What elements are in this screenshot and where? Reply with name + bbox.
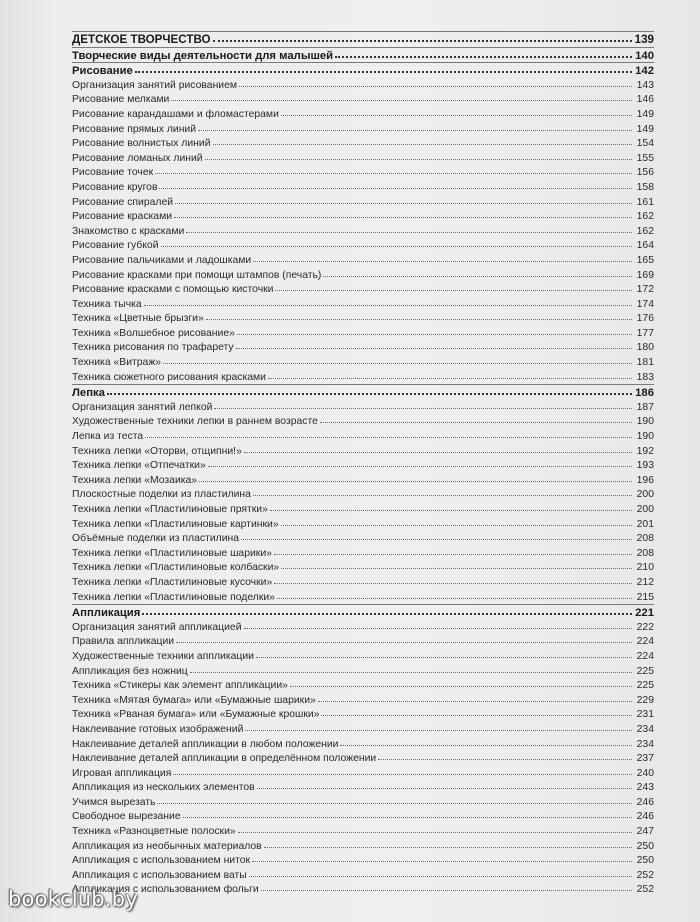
toc-page-number: 208 [636,547,654,559]
toc-entry [72,92,654,107]
dot-leader [264,838,632,848]
toc-page-number: 200 [636,504,654,515]
toc-entry [72,824,654,839]
dot-leader [238,823,632,833]
toc-page-number: 180 [636,342,654,354]
toc-page-number: 200 [636,489,654,501]
dot-leader [174,208,632,218]
toc-page-number: 181 [636,357,654,369]
toc-entry [72,664,654,679]
toc-entry-title: Аппликация без ножниц [72,665,188,677]
toc-page-number: 234 [636,738,654,750]
toc-entry [72,209,654,224]
toc-page-number: 154 [636,138,654,150]
dot-leader [257,779,632,789]
toc-entry-title: Рисование мелками [72,94,170,106]
toc-page-number: 246 [636,796,654,808]
dot-leader [213,31,632,42]
toc-entry-title: Объёмные поделки из пластилина [72,533,240,545]
dot-leader [253,252,632,262]
dot-leader [239,77,632,87]
toc-page-number: 149 [636,108,654,120]
toc-entry-title: Творческие виды деятельности для малышей [72,49,334,62]
toc-entry-title: Аппликация с использованием ваты [72,869,247,881]
toc-entry-title: Техника лепки «Пластилиновые картинки» [72,518,279,530]
toc-page-number: 234 [636,723,654,735]
dot-leader [236,339,632,349]
toc-entry [72,517,654,532]
toc-page-number: 165 [636,254,654,266]
toc-entry [72,693,654,708]
toc-page-number: 139 [634,33,654,46]
toc-page-number: 193 [636,460,654,472]
toc-page-number: 201 [636,518,654,530]
toc-page-number: 212 [636,576,654,588]
toc-section-heading [72,47,654,63]
dot-leader [274,574,632,584]
toc-entry-title: Техника лепки «Мозаика» [72,474,198,486]
toc-entry [72,882,654,897]
toc-entry-title: Техника лепки «Пластилиновые поделки» [72,591,275,603]
toc-page-number: 158 [636,181,654,193]
toc-page-number: 177 [636,327,654,339]
toc-entry-title: Художественные техники аппликации [72,650,254,662]
toc-page-number: 164 [636,240,654,252]
toc-entry-title: Рисование кругов [72,181,158,193]
toc-entry [72,707,654,722]
dot-leader [252,852,632,862]
toc-entry [72,560,654,575]
toc-entry [72,780,654,795]
table-of-contents [72,31,654,897]
toc-entry [72,868,654,883]
toc-page-number: 225 [636,665,654,677]
dot-leader [163,354,632,364]
toc-entry [72,809,654,824]
toc-entry-title: Правила аппликации [72,636,175,648]
toc-page-number: 176 [636,313,654,325]
toc-entry [72,795,654,810]
dot-leader [142,604,632,615]
dot-leader [321,706,632,716]
toc-entry-title: Организация занятий рисованием [72,79,238,91]
toc-page-number: 222 [636,621,654,633]
toc-page-number: 190 [636,416,654,428]
toc-page-number: 250 [636,840,654,852]
toc-entry [72,224,654,239]
toc-entry-title: Свободное вырезание [72,811,181,823]
toc-page-number: 174 [636,298,654,310]
dot-leader [208,457,632,467]
toc-entry-title: Аппликация [72,607,141,620]
toc-entry-title: Лепка [72,387,105,400]
toc-entry [72,340,654,355]
toc-entry [72,531,654,546]
toc-page-number: 252 [636,869,654,881]
dot-leader [281,559,632,569]
toc-entry [72,282,654,297]
toc-entry [72,502,654,517]
dot-leader [159,179,632,189]
toc-entry-title: Рисование [72,65,133,78]
dot-leader [245,721,632,731]
toc-entry-title: Рисование ломаных линий [72,152,203,164]
toc-entry [72,853,654,868]
toc-entry [72,839,654,854]
toc-page-number: 187 [636,401,654,413]
toc-page-number: 142 [635,65,654,78]
toc-entry-title: Наклеивание деталей аппликации в определённом положении [72,753,377,765]
toc-page-number: 186 [635,387,654,400]
dot-leader [173,765,632,775]
toc-section-heading [72,62,654,78]
toc-entry [72,458,654,473]
toc-entry-title: Техника «Разноцветные полоски» [72,826,236,838]
toc-entry [72,253,654,268]
toc-entry [72,634,654,649]
toc-page-number: 190 [636,431,654,443]
toc-page-number: 210 [636,562,654,574]
toc-page-number: 196 [636,474,654,486]
toc-entry [72,311,654,326]
toc-page-number: 215 [636,591,654,603]
dot-leader [261,881,632,891]
toc-entry-title: Рисование красками [72,211,173,223]
toc-entry [72,180,654,195]
toc-entry [72,473,654,488]
toc-entry-title: Рисование красками при помощи штампов (печать) [72,269,322,281]
toc-entry-title: Плоскостные поделки из пластилина [72,489,251,501]
toc-section-heading [72,31,654,47]
toc-entry-title: Лепка из теста [72,431,144,443]
toc-entry [72,546,654,561]
toc-entry-title: Организация занятий лепкой [72,401,213,413]
toc-entry-title: Техника сюжетного рисования красками [72,371,266,383]
toc-page-number: 183 [636,371,654,383]
toc-entry-title: Знакомство с красками [72,225,185,237]
toc-page-number: 169 [636,269,654,281]
dot-leader [268,369,632,379]
toc-entry-title: Учимся вырезать [72,796,156,808]
toc-entry-title: Рисование карандашами и фломастерами [72,108,279,120]
dot-leader [176,633,632,643]
dot-leader [244,443,632,453]
toc-entry [72,122,654,137]
toc-page-number: 252 [636,884,654,896]
toc-entry [72,620,654,635]
dot-leader [274,545,632,555]
toc-entry-title: Техника лепки «Пластилиновые кусочки» [72,576,273,588]
toc-entry-title: Рисование красками с помощью кисточки [72,284,274,296]
dot-leader [318,692,632,702]
toc-entry-title: Рисование волнистых линий [72,138,211,150]
dot-leader [256,648,632,658]
toc-page-number: 224 [636,650,654,662]
toc-entry [72,575,654,590]
toc-page-number: 224 [636,636,654,648]
toc-page-number: 161 [636,196,654,208]
dot-leader [213,135,633,145]
toc-entry-title: Рисование прямых линий [72,123,197,135]
toc-entry-title: Художественные техники лепки в раннем возрасте [72,416,318,428]
dot-leader [205,150,632,160]
toc-entry [72,370,654,385]
toc-page-number: 143 [636,79,654,91]
toc-entry-title: Техника «Волшебное рисование» [72,327,235,339]
dot-leader [144,296,632,306]
toc-page-number: 172 [636,284,654,296]
toc-entry [72,414,654,429]
toc-entry-title: Рисование губкой [72,240,159,252]
toc-page-number: 237 [636,753,654,765]
dot-leader [340,736,632,746]
dot-leader [249,867,632,877]
toc-entry [72,355,654,370]
dot-leader [290,677,632,687]
toc-entry [72,297,654,312]
toc-entry-title: Аппликация из необычных материалов [72,840,262,852]
toc-page-number: 162 [636,211,654,223]
toc-entry [72,238,654,253]
toc-page-number: 155 [636,152,654,164]
dot-leader [161,237,632,247]
toc-page-number: 246 [636,811,654,823]
dot-leader [175,194,632,204]
toc-entry-title: Техника «Цветные брызги» [72,313,204,325]
toc-entry [72,165,654,180]
toc-page-number: 229 [636,694,654,706]
toc-entry-title: Аппликация с использованием ниток [72,855,251,867]
toc-entry [72,136,654,151]
toc-entry-title: Техника лепки «Пластилиновые колбаски» [72,562,280,574]
toc-entry-title: Наклеивание деталей аппликации в любом положении [72,738,339,750]
dot-leader [198,121,632,131]
dot-leader [241,530,632,540]
toc-entry-title: Рисование пальчиками и ладошками [72,254,252,266]
toc-entry-title: Техника тычка [72,298,142,310]
dot-leader [320,413,632,423]
toc-page-number: 192 [636,445,654,457]
toc-entry-title: Рисование точек [72,167,154,179]
toc-entry [72,678,654,693]
toc-page-number: 247 [636,826,654,838]
dot-leader [135,62,632,73]
dot-leader [107,384,632,395]
toc-entry-title: Техника рисования по трафарету [72,342,234,354]
dot-leader [190,663,632,673]
toc-entry [72,766,654,781]
toc-entry-title: Наклеивание готовых изображений [72,723,244,735]
toc-entry [72,649,654,664]
watermark: bookclub.by [8,887,138,911]
toc-entry [72,151,654,166]
toc-entry [72,326,654,341]
dot-leader [206,310,632,320]
toc-entry [72,590,654,605]
toc-page-number: 208 [636,533,654,545]
toc-page-number: 140 [635,49,654,62]
toc-entry [72,400,654,415]
dot-leader [281,516,632,526]
toc-entry-title: Техника лепки «Пластилиновые прятки» [72,504,268,515]
toc-page-number: 225 [636,680,654,692]
toc-entry [72,737,654,752]
toc-page-number: 146 [636,94,654,106]
toc-page-number: 162 [636,225,654,237]
dot-leader [378,750,632,760]
toc-page-number: 231 [636,709,654,721]
toc-entry-title: Техника лепки «Отпечатки» [72,460,206,472]
toc-entry-title: Техника «Рваная бумага» или «Бумажные крошки» [72,709,320,721]
toc-entry-title: Техника «Мятая бумага» или «Бумажные шарики» [72,694,316,706]
dot-leader [145,428,632,438]
dot-leader [275,281,632,291]
toc-entry-title: Техника лепки «Оторви, отщипни!» [72,445,242,457]
toc-entry-title: Техника лепки «Пластилиновые шарики» [72,547,272,559]
dot-leader [323,267,632,277]
toc-entry [72,722,654,737]
dot-leader [199,472,632,482]
dot-leader [183,808,632,818]
toc-entry [72,444,654,459]
toc-page-number: 156 [636,167,654,179]
toc-entry-title: Техника «Стикеры как элемент аппликации» [72,680,288,692]
toc-entry-title: ДЕТСКОЕ ТВОРЧЕСТВО [72,33,211,46]
dot-leader [277,589,632,599]
dot-leader [270,501,632,511]
toc-entry-title: Рисование спиралей [72,196,174,208]
toc-entry-title: Техника «Витраж» [72,357,162,369]
dot-leader [253,486,632,496]
dot-leader [186,223,632,233]
dot-leader [237,325,632,335]
toc-page-number: 221 [635,607,654,620]
toc-entry-title: Аппликация с использованием фольги [72,884,259,896]
toc-entry-title: Игровая аппликация [72,767,172,779]
dot-leader [214,399,632,409]
toc-entry [72,195,654,210]
toc-page-number: 250 [636,855,654,867]
dot-leader [155,164,632,174]
toc-entry [72,429,654,444]
dot-leader [281,106,632,116]
toc-entry [72,751,654,766]
toc-page-number: 149 [636,123,654,135]
toc-entry [72,268,654,283]
toc-entry [72,107,654,122]
dot-leader [157,794,632,804]
dot-leader [335,47,632,58]
toc-entry-title: Аппликация из нескольких элементов [72,782,255,794]
toc-section-heading [72,604,654,620]
toc-entry [72,487,654,502]
toc-page-number: 243 [636,782,654,794]
toc-section-heading [72,384,654,400]
toc-page-number: 240 [636,767,654,779]
dot-leader [244,619,632,629]
toc-entry [72,78,654,93]
dot-leader [171,91,632,101]
toc-entry-title: Организация занятий аппликацией [72,621,242,633]
